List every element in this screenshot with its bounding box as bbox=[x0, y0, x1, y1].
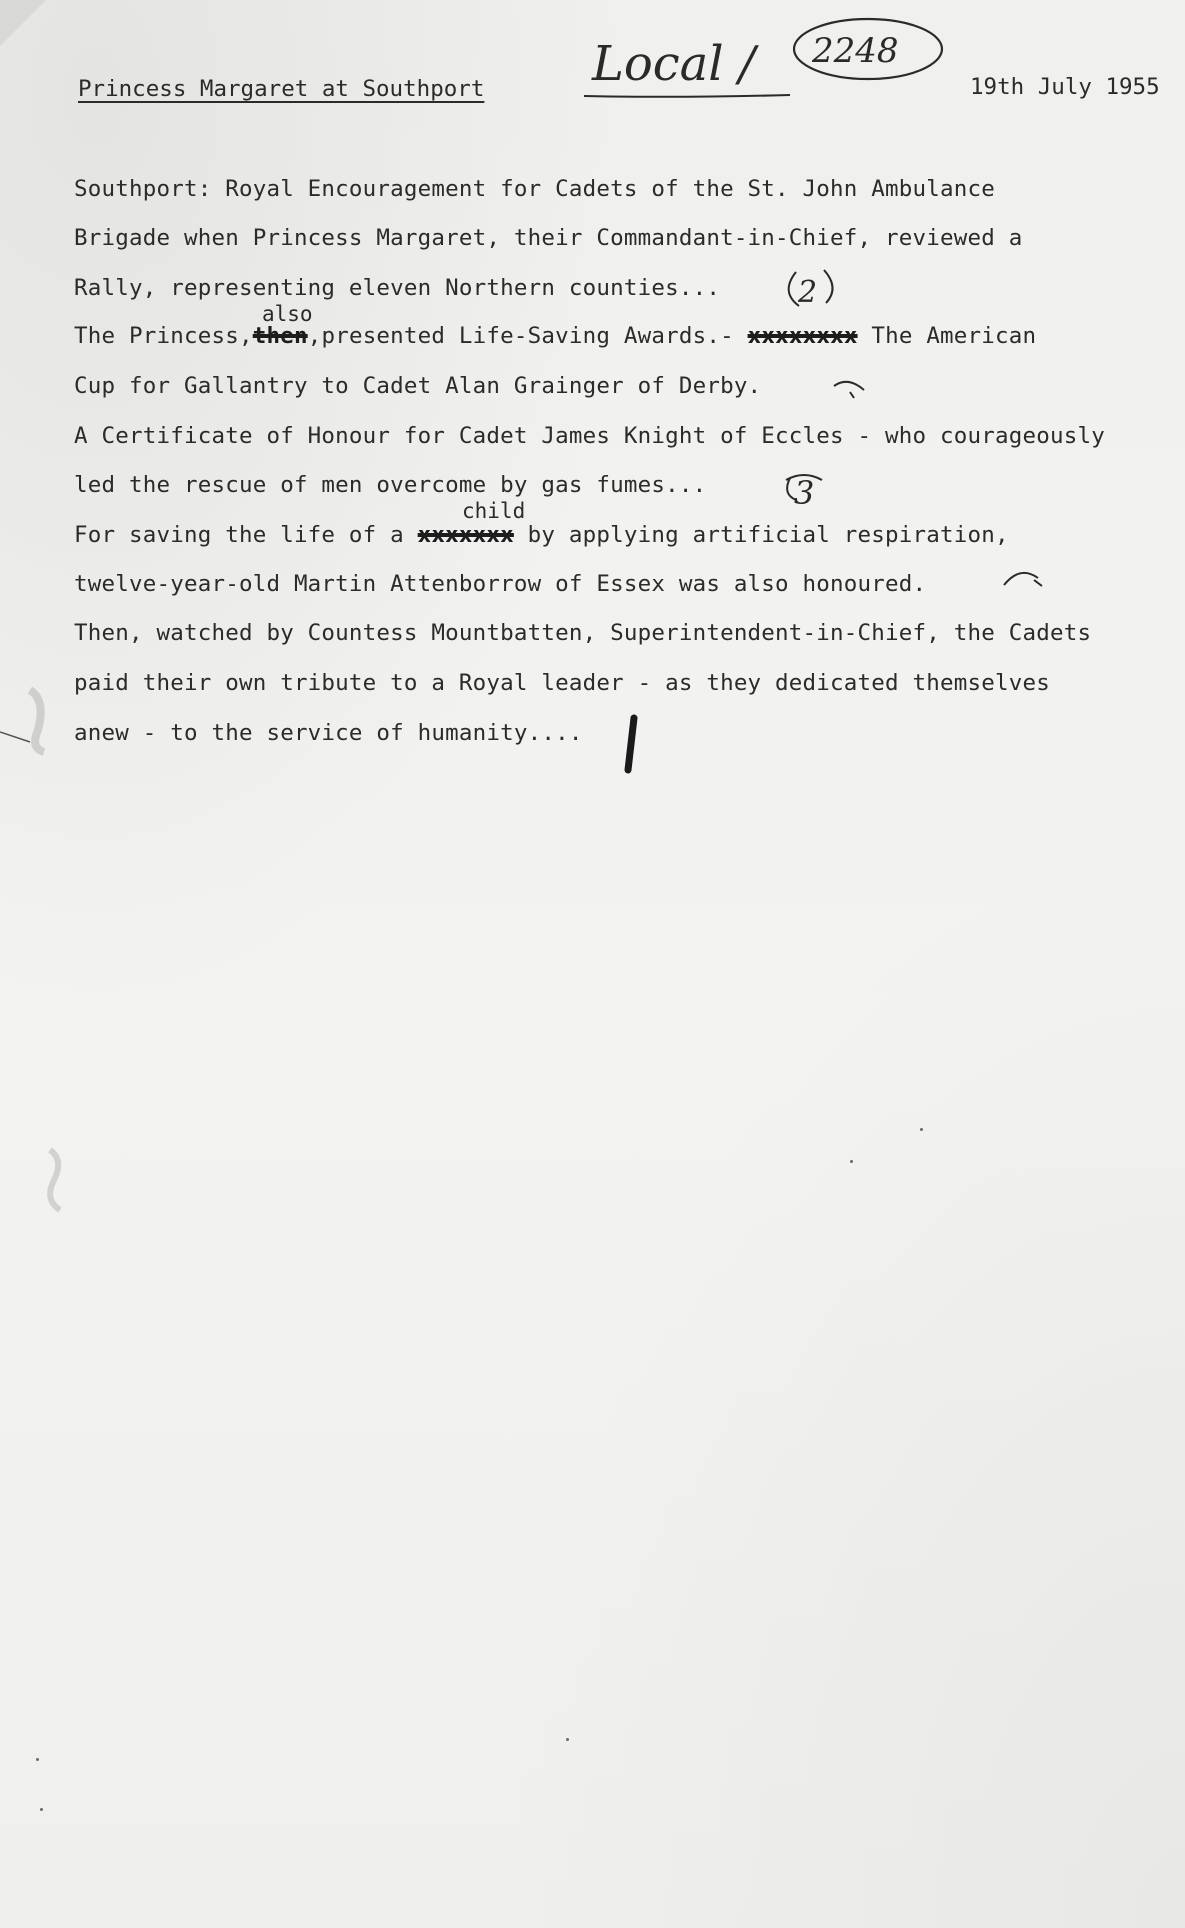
struck-word-then: then bbox=[252, 323, 308, 349]
body-line-9: twelve-year-old Martin Attenborrow of Essex was also honoured. bbox=[74, 571, 927, 597]
insert-also: also bbox=[262, 302, 313, 326]
mark-3-arc bbox=[786, 475, 822, 480]
document-title: Princess Margaret at Southport bbox=[78, 76, 485, 102]
mark-line5-tick bbox=[850, 392, 854, 398]
body-line-3: Rally, representing eleven Northern counties... bbox=[74, 275, 721, 301]
body-line-7: led the rescue of men overcome by gas fumes... bbox=[74, 472, 707, 498]
body-line-12: anew - to the service of humanity.... bbox=[74, 720, 583, 746]
number-circle bbox=[794, 19, 942, 79]
body-line-11: paid their own tribute to a Royal leader - as they dedicated themselves bbox=[74, 670, 1050, 696]
paper-stain bbox=[50, 1150, 60, 1210]
body-line-2: Brigade when Princess Margaret, their Commandant-in-Chief, reviewed a bbox=[74, 225, 1023, 251]
line8-start: For saving the life of a bbox=[74, 522, 418, 548]
body-line-1: Southport: Royal Encouragement for Cadets of the St. John Ambulance bbox=[74, 176, 995, 202]
line4-start: The Princess, bbox=[74, 323, 253, 349]
paper-speck bbox=[920, 1128, 923, 1131]
mark-2-paren bbox=[824, 270, 833, 303]
handwritten-number: 2248 bbox=[812, 31, 899, 71]
paper-speck bbox=[40, 1808, 43, 1811]
end-stroke bbox=[628, 718, 634, 770]
paper-speck bbox=[566, 1738, 569, 1741]
document-date: 19th July 1955 bbox=[970, 74, 1160, 100]
insert-child: child bbox=[462, 499, 526, 523]
paper-speck bbox=[850, 1160, 853, 1163]
edge-mark bbox=[0, 732, 30, 742]
struck-word-children: xxxxxxx bbox=[417, 522, 514, 548]
tape-residue bbox=[30, 690, 44, 752]
body-line-4 bbox=[74, 323, 1036, 349]
line4-middle: ,presented Life-Saving Awards.- bbox=[307, 323, 748, 349]
line4-end: The American bbox=[871, 323, 1037, 349]
folded-corner bbox=[0, 0, 46, 46]
mark-line9-arc bbox=[1004, 573, 1038, 585]
mark-2: 2 bbox=[798, 275, 818, 310]
body-line-6: A Certificate of Honour for Cadet James Knight of Eccles - who courageously bbox=[74, 423, 1105, 449]
handwritten-label: Local / bbox=[592, 36, 756, 92]
mark-line9-tick bbox=[1034, 580, 1042, 586]
body-line-10: Then, watched by Countess Mountbatten, Superintendent-in-Chief, the Cadets bbox=[74, 620, 1092, 646]
handwritten-underline bbox=[584, 95, 790, 97]
struck-word-xxxx: xxxxxxxx bbox=[747, 323, 858, 349]
line8-end: by applying artificial respiration, bbox=[513, 522, 1009, 548]
paper-speck bbox=[36, 1758, 39, 1761]
body-line-5: Cup for Gallantry to Cadet Alan Grainger of Derby. bbox=[74, 373, 762, 399]
mark-line5-arc bbox=[834, 382, 864, 390]
mark-2-bracket bbox=[789, 272, 799, 306]
mark-3: 3 bbox=[794, 474, 815, 512]
body-line-8 bbox=[74, 522, 1009, 548]
mark-3-bracket bbox=[787, 478, 796, 500]
